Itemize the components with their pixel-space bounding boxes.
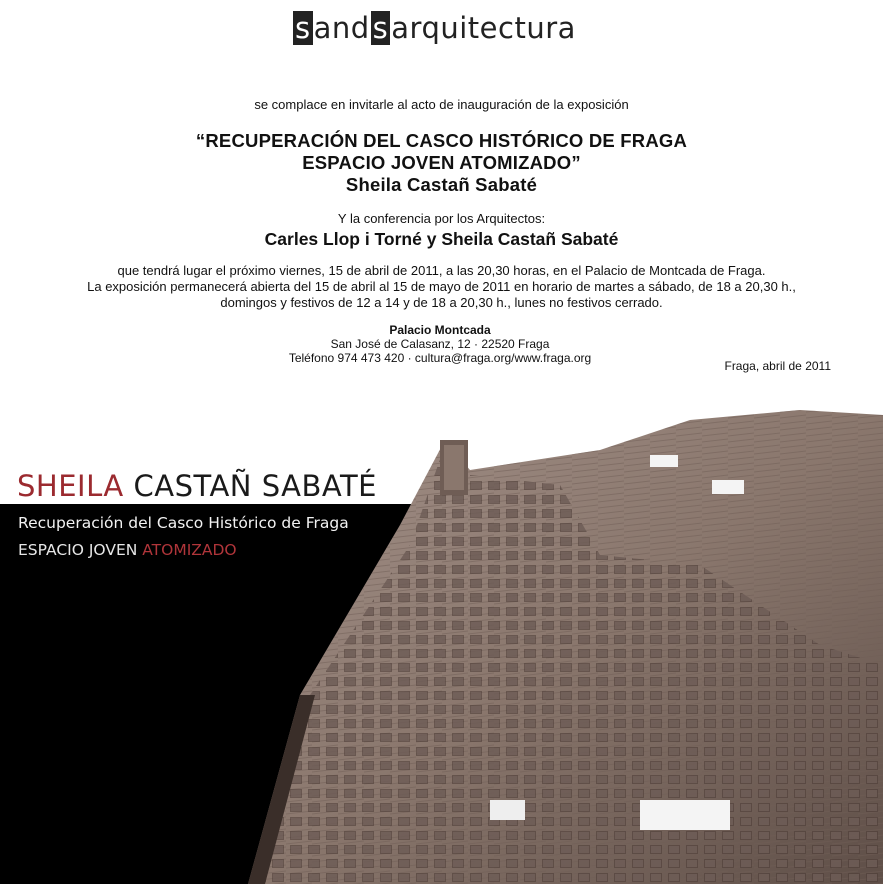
logo-letter-box: s bbox=[372, 11, 389, 45]
logo bbox=[292, 8, 576, 48]
place-date: Fraga, abril de 2011 bbox=[724, 359, 831, 373]
author-name: Sheila Castañ Sabaté bbox=[345, 174, 538, 195]
details-line: que tendrá lugar el próximo viernes, 15 de abril de 2011, a las 20,30 horas, en el Palacio de Montcada de Fraga. bbox=[117, 263, 766, 278]
poster-first-name: SHEILA bbox=[17, 469, 124, 503]
tagline-highlight: ATOMIZADO bbox=[142, 541, 237, 559]
venue-name: Palacio Montcada bbox=[389, 323, 491, 337]
venue-block bbox=[180, 323, 700, 365]
venue-contact: Teléfono 974 473 420 · cultura@fraga.org/www.fraga.org bbox=[288, 351, 592, 365]
event-details bbox=[0, 263, 883, 311]
details-line: domingos y festivos de 12 a 14 y de 18 a 20,30 h., lunes no festivos cerrado. bbox=[220, 295, 663, 310]
conference-label: Y la conferencia por los Arquitectos: bbox=[337, 211, 546, 226]
logo-letter-box: s bbox=[295, 11, 311, 45]
poster-subtitle: Recuperación del Casco Histórico de Fraga bbox=[18, 514, 349, 532]
poster-name bbox=[17, 469, 377, 503]
title-line: ESPACIO JOVEN ATOMIZADO” bbox=[302, 152, 581, 173]
details-line: La exposición permanecerá abierta del 15 de abril al 15 de mayo de 2011 en horario de martes a sábado, de 18 a 20,30 h., bbox=[87, 279, 796, 294]
tagline-plain: ESPACIO JOVEN bbox=[18, 541, 143, 559]
poster-tagline bbox=[18, 541, 237, 559]
logo-text: and bbox=[313, 11, 370, 45]
invite-intro: se complace en invitarle al acto de inauguración de la exposición bbox=[254, 97, 629, 112]
title-line: “RECUPERACIÓN DEL CASCO HISTÓRICO DE FRAGA bbox=[195, 130, 688, 151]
poster-last-name: CASTAÑ SABATÉ bbox=[133, 469, 377, 503]
speakers: Carles Llop i Torné y Sheila Castañ Sabaté bbox=[264, 229, 619, 249]
exhibition-title bbox=[0, 130, 883, 196]
venue-address: San José de Calasanz, 12 · 22520 Fraga bbox=[330, 337, 550, 351]
logo-text: arquitectura bbox=[391, 11, 576, 45]
